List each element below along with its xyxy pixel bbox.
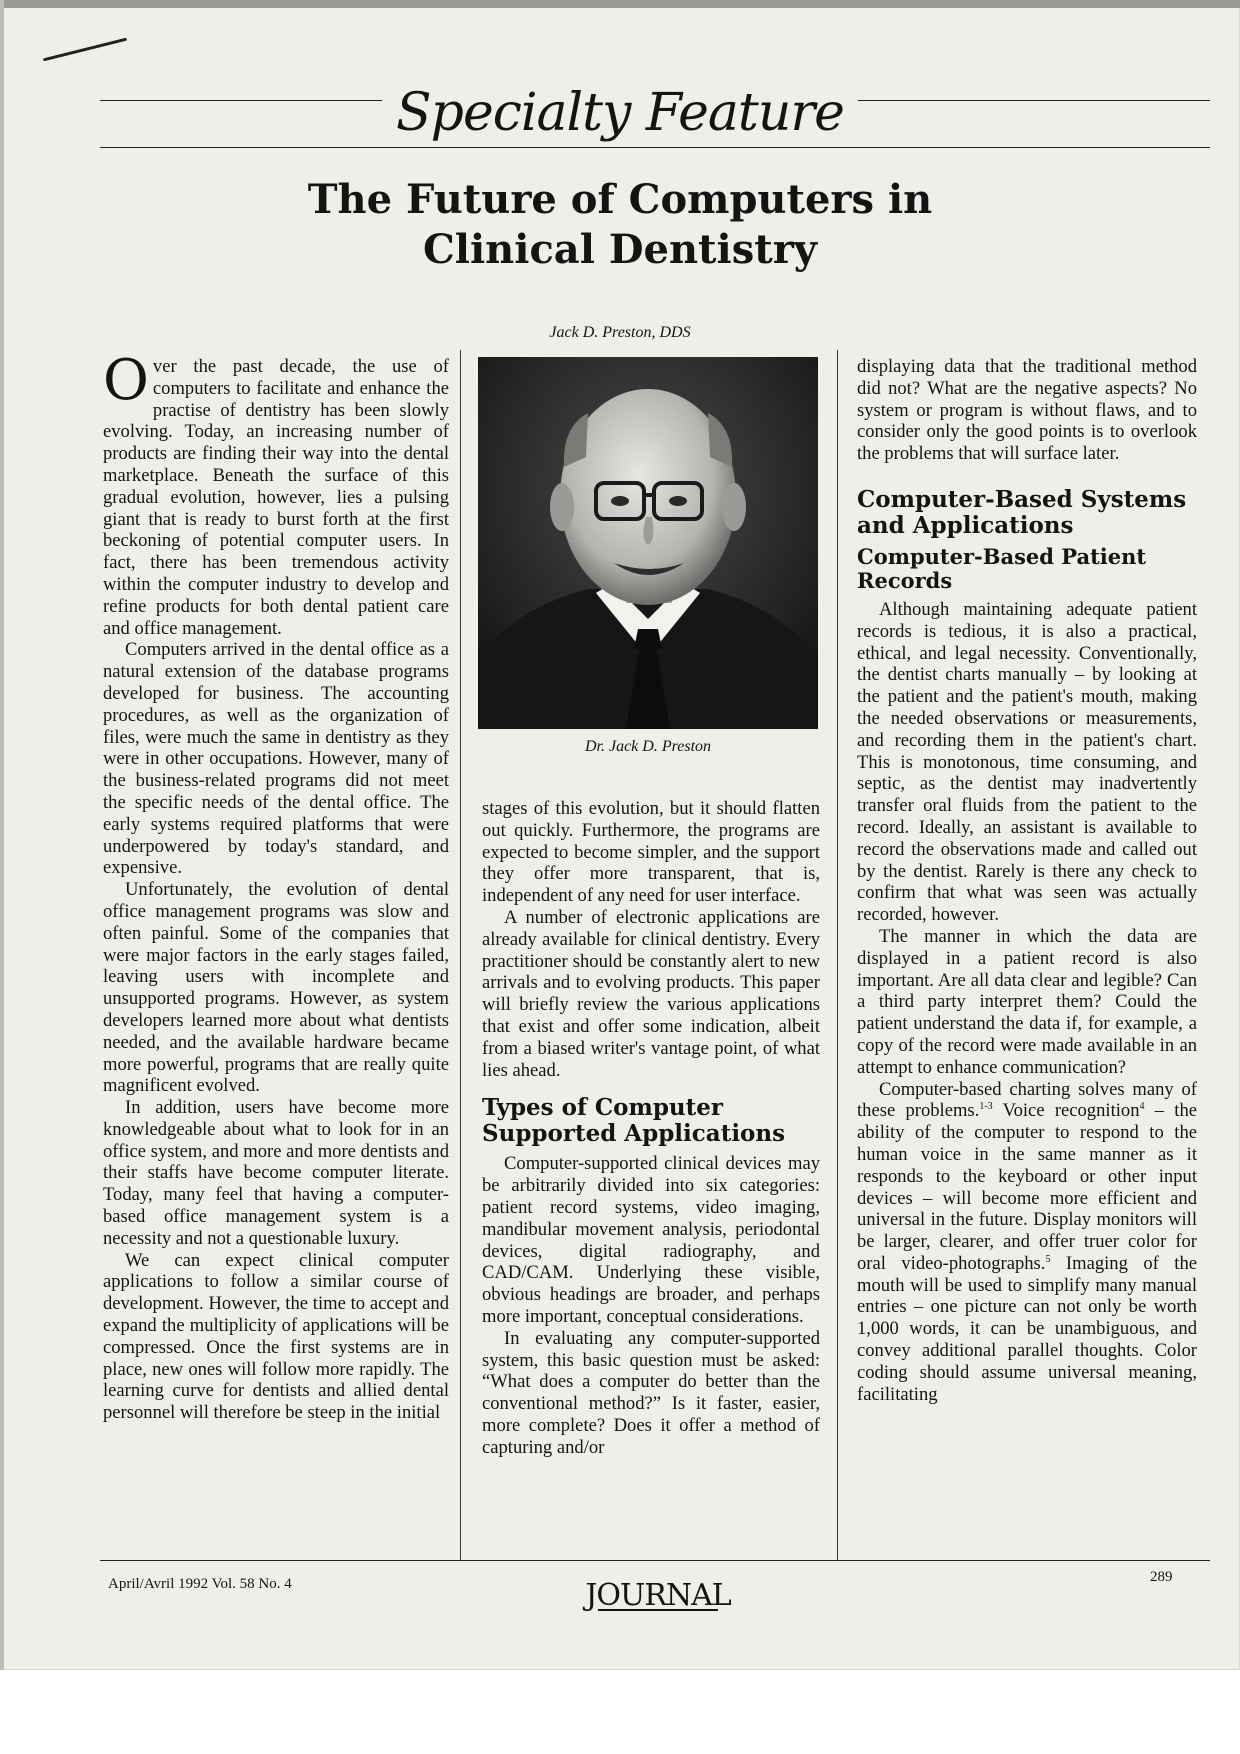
portrait-illustration [478,357,818,729]
column-2 [482,798,820,1459]
drop-cap: O [103,348,149,413]
reference-mark: 4 [1139,1101,1145,1113]
paragraph: We can expect clinical computer applications to follow a similar course of development. However, the time to accept and expand the multiplicity of applications will be compressed. Once the first systems are in place, new ones will follow more rapidly. The learning curve for dentists and allied dental personnel will therefore be steep in the initial [103,1249,449,1424]
article-title [0,175,1240,275]
column-3 [857,356,1197,1405]
journal-logo: JOURNAL [585,1578,731,1613]
section-heading: Types of Computer Supported Applications [482,1094,786,1148]
title-line-1: The Future of Computers in [307,176,933,223]
paragraph: stages of this evolution, but it should flatten out quickly. Furthermore, the programs are expected to become simpler, and the support they offer more transparent, that is, independent of any need for user interface. [482,798,820,907]
feature-label: Specialty Feature [0,78,1240,148]
section-heading: Computer-Based Systems and Applications [857,485,1187,539]
reference-mark: 1-3 [979,1101,993,1113]
paragraph: Over the past decade, the use of computers to facilitate and enhance the practise of dentistry has been slowly evolving. Today, an increasing number of products are finding their way into the dental marketplace. Beneath the surface of this gradual evolution, however, lies a pulsing giant that is ready to burst forth at the first beckoning of potential computer users. In fact, there has been tremendous activity within the computer industry to develop and refine products for both dental patient care and office management. [103,348,449,639]
photo-caption: Dr. Jack D. Preston [584,738,712,755]
paragraph: In addition, users have become more knowledgeable about what to look for in an office system, and more and more dentists and their staffs have become computer literate. Today, many feel that having a computer-based office management system is a necessity and not a questionable luxury. [103,1097,449,1249]
paragraph: In evaluating any computer-supported system, this basic question must be asked: “What does a computer do better than the conventional method?” Is it faster, easier, more complete? Does it offer a method of capturing and/or [482,1327,820,1458]
paragraph: Computer-supported clinical devices may be arbitrarily divided into six categories: patient record systems, video imaging, mandibular movement analysis, periodontal devices, digital radiography, and CAD/CAM. Underlying these visible, obvious headings are broader, and perhaps more important, conceptual considerations. [482,1153,820,1327]
footer-rule [100,1560,1210,1561]
page-number: 289 [1150,1569,1173,1585]
pen-mark [43,38,127,62]
paragraph: Computer-based charting solves many of these problems.$^{1-3}$ Voice recognition$^4$ – the ability of the computer to respond to the human voice in the same manner as it responds to the keyboard or other input devices – will become more efficient and universal in the future. Display monitors will be larger, clearer, and offer truer color for oral video-photographs.$^5$ Imaging of the mouth will be used to simplify many manual entries – one picture can not only be worth 1,000 words, it can be unambiguous, and convey additional parallel thoughts. Color coding should assume universal meaning, facilitating [857,1078,1198,1405]
paragraph: Although maintaining adequate patient records is tedious, it is also a practical, ethical, and legal necessity. Conventionally, the dentist charts manually – by looking at the patient and the patient's mouth, making the needed observations or measurements, and recording them in the patient's chart. This is monotonous, time consuming, and septic, as the dentist may inadvertently transfer oral fluids from the patient to the record. Ideally, an assistant is available to record the observations made and called out by the dentist. Rarely is there any check to confirm that what was seen was actually recorded, however. [857,598,1197,926]
column-divider-2 [837,350,838,1560]
subsection-heading: Computer-Based Patient Records [857,543,1147,593]
paragraph: The manner in which the data are displayed in a patient record is also important. Are all data clear and legible? Can a third party interpret them? Could the patient understand the data if, for example, a copy of the record were made available in an attempt to enhance communication? [857,925,1197,1078]
issue-info: April/Avril 1992 Vol. 58 No. 4 [108,1576,292,1592]
byline: Jack D. Preston, DDS [549,324,691,341]
scan-edge-top [0,0,1240,8]
paragraph: A number of electronic applications are already available for clinical dentistry. Every practitioner should be constantly alert to new arrivals and to evolving products. This paper will briefly review the various applications that exist and offer some indication, albeit from a biased writer's vantage point, of what lies ahead. [482,906,820,1081]
author-portrait [478,357,818,729]
reference-mark: 5 [1045,1253,1051,1265]
paragraph: Computers arrived in the dental office as a natural extension of the database programs developed for business. The accounting procedures, as well as the organization of files, were much the same in dentistry as they were in other occupations. However, many of the business-related programs did not meet the specific needs of the dental office. The early systems required platforms that were underpowered by today's standard, and expensive. [103,639,449,879]
column-1 [103,348,449,1424]
paragraph: Unfortunately, the evolution of dental office management programs was slow and often painful. Some of the companies that were major factors in the early stages failed, leaving users with incomplete and unsupported programs. However, as system developers learned more about what dentists needed, and the available hardware became more powerful, programs that are really quite magnificent evolved. [103,879,449,1097]
paragraph: displaying data that the traditional method did not? What are the negative aspects? No system or program is without flaws, and to consider only the good points is to overlook the problems that will surface later. [857,356,1197,465]
column-divider-1 [460,350,461,1560]
title-line-2: Clinical Dentistry [422,226,818,273]
